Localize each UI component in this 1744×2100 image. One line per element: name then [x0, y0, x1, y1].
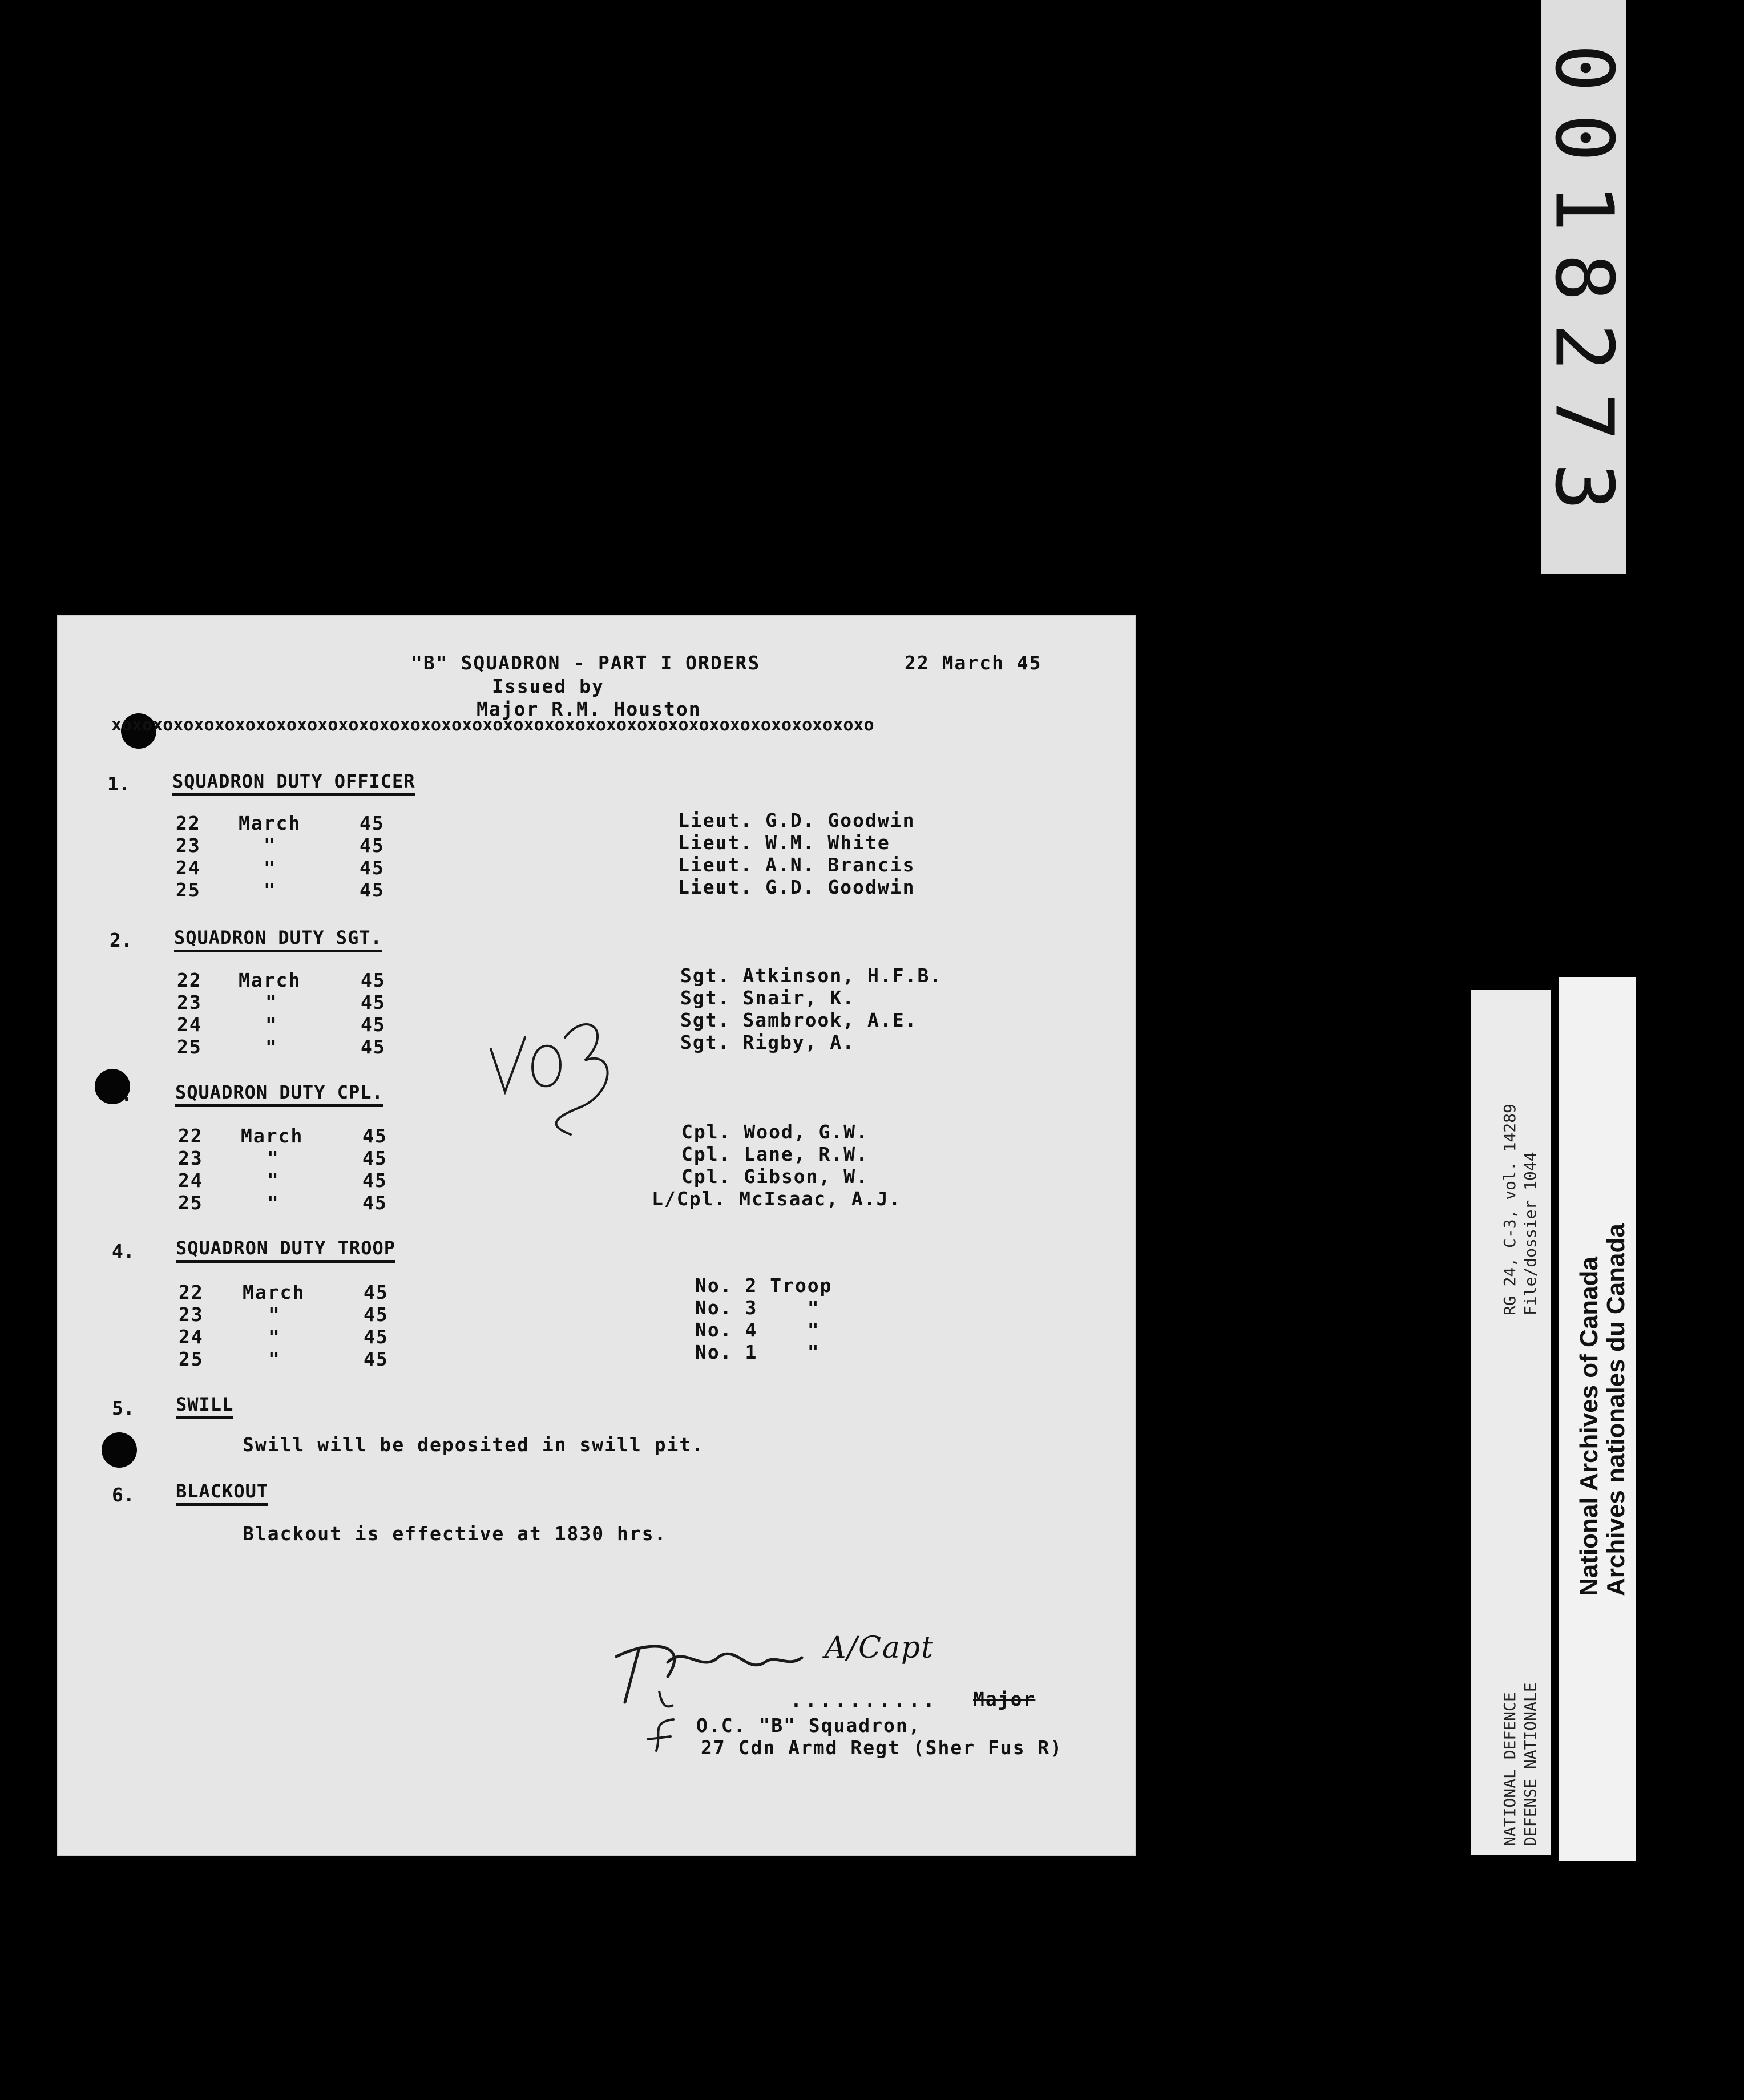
frame-number: 0018273 [1537, 43, 1630, 533]
row-month: March [239, 969, 301, 991]
row-day: 22 [176, 812, 201, 834]
row-month: March [241, 1125, 304, 1147]
row-name: No. 3 " [695, 1297, 820, 1319]
row-month: " [268, 1303, 281, 1326]
row-year: 45 [360, 812, 385, 834]
row-day: 25 [176, 879, 201, 901]
row-day: 25 [178, 1192, 203, 1214]
section-number: 6. [112, 1484, 135, 1506]
row-month: " [268, 1348, 281, 1370]
signature-line-1: O.C. "B" Squadron, [696, 1714, 921, 1736]
row-name: Cpl. Gibson, W. [681, 1165, 869, 1188]
handwritten-margin-note [479, 969, 628, 1186]
row-month: " [264, 834, 276, 857]
row-year: 45 [362, 1125, 387, 1147]
issuer-name: Major R.M. Houston [477, 698, 701, 720]
punch-hole-bottom [102, 1432, 137, 1468]
row-year: 45 [364, 1303, 389, 1326]
row-month: " [268, 1326, 281, 1348]
section-number: 2. [110, 929, 132, 951]
row-day: 24 [177, 1013, 202, 1036]
section-heading: SQUADRON DUTY SGT. [174, 927, 382, 952]
order-title: "B" SQUADRON - PART I ORDERS [411, 652, 761, 674]
row-name: Lieut. G.D. Goodwin [678, 809, 915, 831]
row-year: 45 [360, 857, 385, 879]
row-day: 23 [179, 1303, 204, 1326]
department-en: NATIONAL DEFENCE [1500, 1692, 1519, 1846]
section-number: 4. [112, 1240, 135, 1262]
signature-rank: Major [973, 1688, 1036, 1710]
row-month: March [243, 1281, 305, 1303]
row-year: 45 [364, 1348, 389, 1370]
signature-dots: .......... [790, 1689, 938, 1711]
archive-name-label [1559, 977, 1636, 1861]
section-heading: SQUADRON DUTY CPL. [175, 1081, 383, 1107]
row-name: Sgt. Atkinson, H.F.B. [680, 964, 943, 987]
row-month: " [267, 1147, 280, 1169]
row-day: 25 [177, 1036, 202, 1058]
row-name: Lieut. A.N. Brancis [678, 854, 915, 876]
row-year: 45 [361, 1013, 386, 1036]
signature-handwriting: A/Capt [825, 1631, 935, 1665]
frame-number-strip [1537, 0, 1630, 574]
row-month: " [264, 857, 276, 879]
document-page [57, 615, 1136, 1856]
row-name: Lieut. W.M. White [678, 831, 890, 854]
archive-name-en: National Archives of Canada [1575, 1257, 1603, 1596]
row-month: " [264, 879, 276, 901]
swill-text: Swill will be deposited in swill pit. [243, 1433, 705, 1456]
row-month: " [265, 1036, 278, 1058]
department-fr: DEFENSE NATIONALE [1521, 1682, 1540, 1846]
row-year: 45 [361, 969, 386, 991]
section-number: 1. [107, 773, 130, 795]
row-year: 45 [362, 1147, 387, 1169]
row-day: 23 [178, 1147, 203, 1169]
row-year: 45 [364, 1281, 389, 1303]
row-month: " [267, 1192, 280, 1214]
separator-line: xoxoxoxoxoxoxoxoxoxoxoxoxoxoxoxoxoxoxoxoxoxoxoxoxoxoxoxoxoxoxoxoxoxoxoxoxo [111, 715, 874, 735]
row-month: " [267, 1169, 280, 1192]
row-year: 45 [361, 1036, 386, 1058]
row-month: " [265, 991, 278, 1013]
section-heading: SQUADRON DUTY TROOP [176, 1237, 395, 1263]
row-year: 45 [362, 1169, 387, 1192]
row-name: Sgt. Rigby, A. [680, 1031, 855, 1053]
row-name: L/Cpl. McIsaac, A.J. [652, 1188, 902, 1210]
row-day: 22 [178, 1125, 203, 1147]
row-name: Cpl. Lane, R.W. [681, 1143, 869, 1165]
row-name: Sgt. Sambrook, A.E. [680, 1009, 918, 1031]
blackout-text: Blackout is effective at 1830 hrs. [243, 1522, 667, 1545]
row-day: 24 [176, 857, 201, 879]
row-day: 22 [179, 1281, 204, 1303]
issued-by: Issued by [492, 675, 604, 697]
row-day: 24 [179, 1326, 204, 1348]
row-name: No. 2 Troop [695, 1274, 833, 1297]
row-name: Sgt. Snair, K. [680, 987, 855, 1009]
row-name: No. 4 " [695, 1319, 820, 1341]
archive-ref-2: File/dossier 1044 [1521, 1152, 1540, 1315]
section-heading: SQUADRON DUTY OFFICER [172, 770, 415, 796]
signature-line-2: 27 Cdn Armd Regt (Sher Fus R) [701, 1736, 1063, 1759]
row-day: 23 [176, 834, 201, 857]
row-year: 45 [360, 879, 385, 901]
row-month: March [239, 812, 301, 834]
section-heading: SWILL [176, 1394, 233, 1419]
row-year: 45 [362, 1192, 387, 1214]
section-heading: BLACKOUT [176, 1480, 268, 1506]
row-day: 22 [177, 969, 202, 991]
archive-name-fr: Archives nationales du Canada [1602, 1223, 1630, 1596]
row-name: No. 1 " [695, 1341, 820, 1363]
row-day: 25 [179, 1348, 204, 1370]
row-month: " [265, 1013, 278, 1036]
initial-mark [639, 1711, 685, 1762]
archive-ref-1: RG 24, C-3, vol. 14289 [1500, 1104, 1519, 1315]
row-name: Cpl. Wood, G.W. [681, 1121, 869, 1143]
archive-reference-label [1471, 990, 1551, 1855]
row-year: 45 [361, 991, 386, 1013]
row-year: 45 [360, 834, 385, 857]
order-date: 22 March 45 [905, 652, 1042, 674]
section-number: . [121, 1083, 132, 1105]
row-name: Lieut. G.D. Goodwin [678, 876, 915, 898]
row-day: 24 [178, 1169, 203, 1192]
row-day: 23 [177, 991, 202, 1013]
section-number: 5. [112, 1397, 135, 1419]
row-year: 45 [364, 1326, 389, 1348]
